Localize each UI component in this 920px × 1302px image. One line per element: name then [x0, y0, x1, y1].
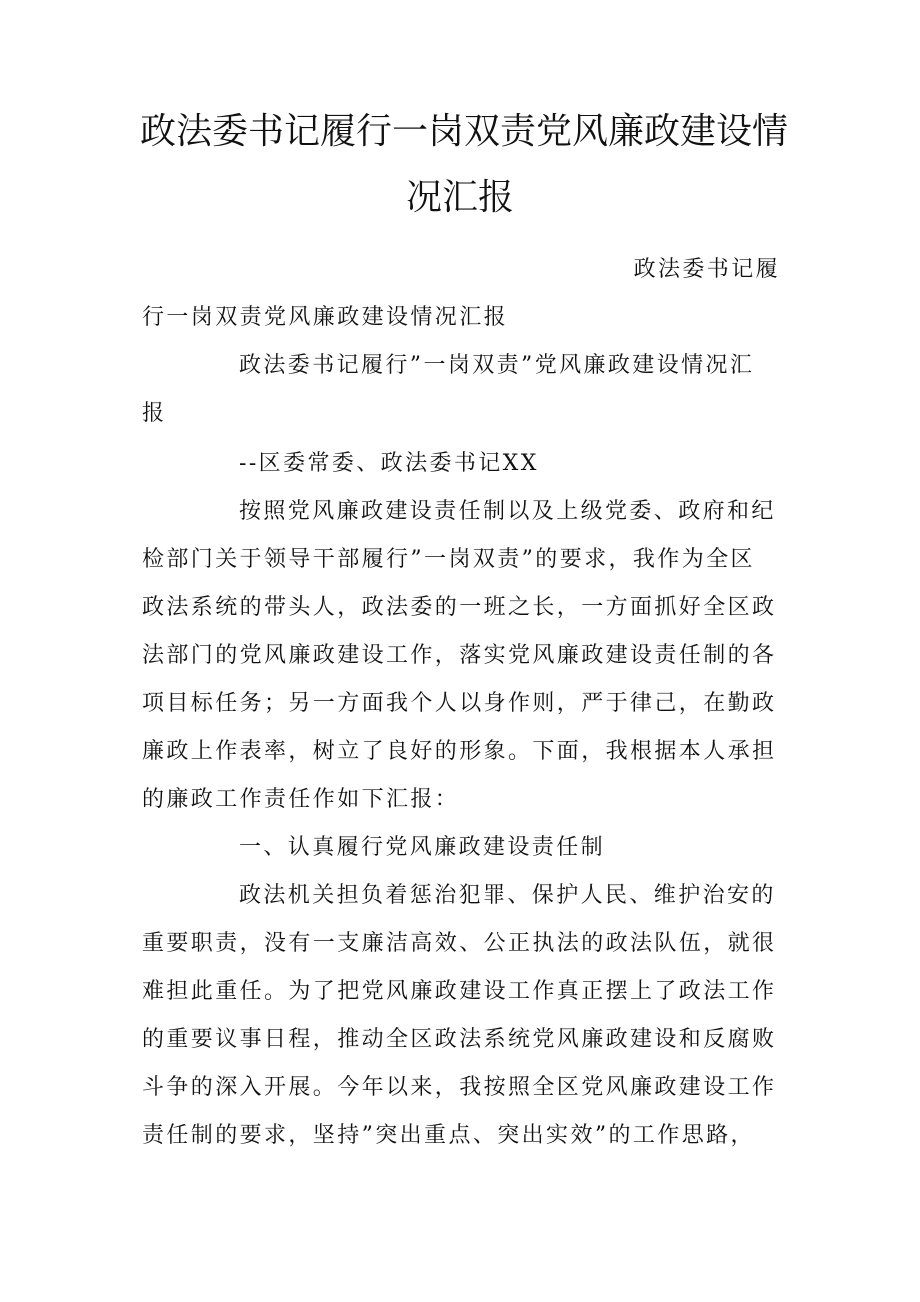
paragraph-line: 廉政上作表率，树立了良好的形象。下面，我根据本人承担: [142, 739, 777, 764]
byline: --区委常委、政法委书记XX: [239, 451, 539, 476]
paragraph-line: 项目标任务；另一方面我个人以身作则，严于律己，在勤政: [142, 691, 777, 716]
paragraph-line: 报: [142, 401, 167, 426]
paragraph-line: 政法委书记履行”一岗双责”党风廉政建设情况汇: [239, 353, 755, 378]
paragraph-line: 法部门的党风廉政建设工作，落实党风廉政建设责任制的各: [142, 643, 777, 668]
section-heading: 一、认真履行党风廉政建设责任制: [239, 835, 606, 860]
paragraph-line: 责任制的要求，坚持”突出重点、突出实效”的工作思路，: [142, 1123, 755, 1148]
paragraph-line: 政法机关担负着惩治犯罪、保护人民、维护治安的: [239, 883, 776, 908]
paragraph-line: 斗争的深入开展。今年以来，我按照全区党风廉政建设工作: [142, 1075, 777, 1100]
paragraph-line: 检部门关于领导干部履行”一岗双责”的要求，我作为全区: [142, 547, 755, 572]
paragraph-line: 按照党风廉政建设责任制以及上级党委、政府和纪: [239, 499, 776, 524]
paragraph-line: 的重要议事日程，推动全区政法系统党风廉政建设和反腐败: [142, 1027, 777, 1052]
paragraph-line: 重要职责，没有一支廉洁高效、公正执法的政法队伍，就很: [142, 931, 777, 956]
document-title-line-1: 政法委书记履行一岗双责党风廉政建设情: [140, 111, 789, 152]
paragraph-line: 难担此重任。为了把党风廉政建设工作真正摆上了政法工作: [142, 979, 777, 1004]
author-line: 政法委书记履: [633, 257, 780, 282]
subtitle-line: 行一岗双责党风廉政建设情况汇报: [142, 305, 509, 330]
document-title-line-2: 况汇报: [405, 177, 514, 218]
paragraph-line: 政法系统的带头人，政法委的一班之长，一方面抓好全区政: [142, 595, 777, 620]
paragraph-line: 的廉政工作责任作如下汇报：: [142, 787, 460, 812]
